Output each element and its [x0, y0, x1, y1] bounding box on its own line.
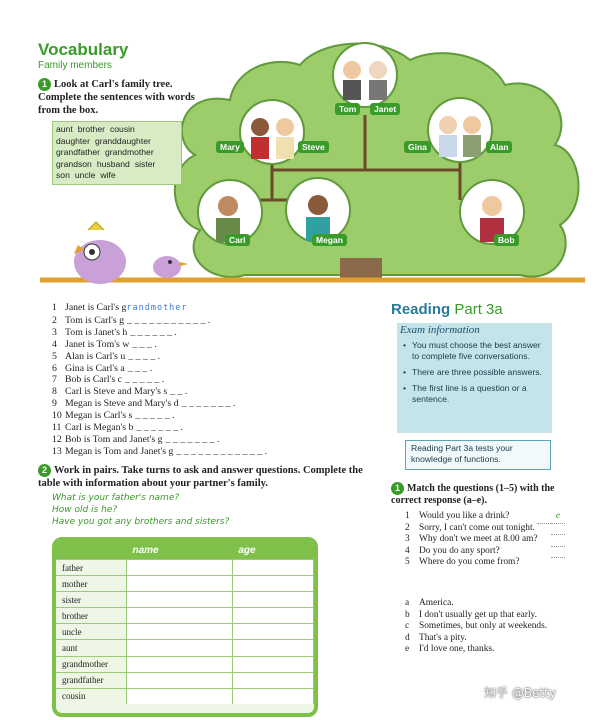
sentence-blank[interactable]: _ _ _ . — [132, 338, 157, 350]
match-instruction-text: Match the questions (1–5) with the correct response (a–e). — [391, 482, 555, 507]
name-cell[interactable] — [127, 688, 233, 704]
name-tag-bob: Bob — [494, 234, 519, 246]
table-row-label: brother — [56, 608, 127, 624]
question-number: 3 — [405, 534, 410, 545]
sentence-row — [52, 446, 382, 458]
word-box-item: grandmother — [104, 147, 154, 158]
word-box-item: sister — [134, 158, 156, 169]
table-row — [56, 672, 314, 688]
response-text: America. — [419, 598, 454, 608]
age-cell[interactable] — [232, 656, 313, 672]
name-tag-megan: Megan — [312, 234, 347, 246]
sentence-row — [52, 363, 382, 375]
sentence-answer[interactable]: randmother — [126, 303, 188, 313]
response-text: That's a pity. — [419, 632, 467, 643]
question-text: Why don't we meet at 8.00 am? — [419, 534, 538, 545]
sentence-text: Megan is Carl's s — [65, 410, 133, 422]
exam-info-point: • The first line is a question or a sentence. — [412, 383, 548, 405]
word-box — [52, 121, 182, 185]
table-row-label: grandmother — [56, 656, 127, 672]
family-info-table-frame — [52, 537, 318, 717]
sentence-blank[interactable]: _ _ _ . — [127, 362, 153, 374]
sentence-number: 7 — [52, 374, 57, 386]
sentence-number: 13 — [52, 445, 62, 457]
question-number: 5 — [405, 557, 410, 568]
response-text: I'd love one, thanks. — [419, 644, 495, 655]
table-row — [56, 656, 314, 672]
name-tag-carl: Carl — [225, 234, 250, 246]
question-answer-slot[interactable]: e — [551, 511, 565, 524]
response-text: Sometimes, but only at weekends. — [419, 621, 548, 632]
question-item — [405, 511, 565, 523]
question-item — [405, 557, 565, 569]
table-row — [56, 640, 314, 656]
exercise-number-badge: 1 — [38, 78, 51, 91]
table-row — [56, 560, 314, 576]
sentence-text: Alan is Carl's u — [65, 350, 126, 362]
question-text: Do you do any sport? — [419, 545, 500, 556]
table-header-name: name — [127, 541, 233, 560]
table-row — [56, 608, 314, 624]
sentence-number: 11 — [52, 422, 62, 434]
question-answer-slot[interactable] — [551, 534, 565, 535]
sentence-text: Bob is Carl's c — [65, 374, 123, 386]
sentence-number: 1 — [52, 302, 57, 313]
exam-info-point: • There are three possible answers. — [412, 367, 548, 378]
sentence-row — [52, 434, 382, 446]
table-header-age: age — [232, 541, 313, 560]
sentence-blank[interactable]: _ _ _ _ _ . — [125, 374, 165, 386]
sentence-number: 12 — [52, 433, 62, 445]
bird-illustration-large — [74, 222, 126, 284]
sentence-text: Carl is Steve and Mary's s — [65, 386, 168, 398]
question-text: Sorry, I can't come out tonight. — [419, 522, 535, 533]
table-row — [56, 592, 314, 608]
word-box-item: husband — [96, 158, 130, 169]
response-list — [405, 598, 565, 656]
name-tag-tom: Tom — [335, 103, 360, 115]
match-instruction — [391, 482, 561, 508]
exam-info-list — [412, 340, 548, 410]
sentence-number: 5 — [52, 350, 57, 362]
word-box-item: brother — [77, 124, 105, 134]
sentence-text: Janet is Carl's g — [65, 302, 127, 313]
sentence-text: Carl is Megan's b — [65, 422, 134, 434]
sentence-blank[interactable]: _ _ _ _ _ . — [135, 410, 175, 422]
sentence-row — [52, 327, 382, 339]
question-item — [405, 546, 565, 558]
sentence-text: Gina is Carl's a — [65, 362, 125, 374]
table-row-label: uncle — [56, 624, 127, 640]
table-row — [56, 576, 314, 592]
table-row-label: grandfather — [56, 672, 127, 688]
table-row-label: father — [56, 560, 127, 576]
name-cell[interactable] — [127, 608, 233, 624]
sentence-blank[interactable]: _ _ _ _ _ _ . — [136, 422, 183, 434]
sentence-text: Tom is Janet's h — [65, 326, 128, 338]
exercise-1-text: Look at Carl's family tree. Complete the sentences with words from the box. — [38, 79, 195, 117]
sentence-number: 3 — [52, 326, 57, 338]
sentence-row — [52, 398, 382, 410]
age-cell[interactable] — [232, 688, 313, 704]
word-box-item: son — [56, 170, 70, 181]
name-tag-janet: Janet — [370, 103, 400, 115]
sentence-text: Megan is Steve and Mary's d — [65, 398, 179, 410]
sentence-text: Tom is Carl's g — [65, 314, 125, 326]
table-row — [56, 624, 314, 640]
question-number: 4 — [405, 545, 410, 556]
family-info-table — [56, 541, 314, 704]
word-box-item: grandfather — [56, 147, 100, 158]
question-text: Would you like a drink? — [419, 511, 510, 521]
sentence-row — [52, 410, 382, 422]
sentence-blank[interactable]: _ _ _ _ _ _ _ . — [165, 433, 220, 445]
word-box-item: granddaughter — [94, 135, 151, 146]
response-item — [405, 598, 565, 610]
sentence-list — [52, 302, 382, 458]
portrait-tom-janet — [333, 43, 397, 107]
age-cell[interactable] — [232, 608, 313, 624]
reading-part: Part 3a — [454, 301, 503, 318]
word-box-item: cousin — [109, 124, 135, 134]
question-number: 1 — [405, 511, 410, 521]
age-cell[interactable] — [232, 640, 313, 656]
sentence-blank[interactable]: _ _ . — [170, 386, 188, 398]
name-cell[interactable] — [127, 576, 233, 592]
exercise-number-badge: 1 — [391, 482, 404, 495]
age-cell[interactable] — [232, 560, 313, 576]
sentence-number: 9 — [52, 398, 57, 410]
response-item — [405, 644, 565, 656]
name-cell[interactable] — [127, 560, 233, 576]
response-item — [405, 633, 565, 645]
exercise-2-instruction — [38, 464, 368, 490]
question-item — [405, 534, 565, 546]
word-box-item: wife — [100, 170, 116, 181]
sentence-row — [52, 422, 382, 434]
word-box-item: aunt — [56, 124, 73, 134]
exercise-2-text: Work in pairs. Take turns to ask and answer questions. Complete the table with information about your partner's family. — [38, 465, 363, 490]
name-tag-gina: Gina — [404, 141, 431, 153]
name-cell[interactable] — [127, 640, 233, 656]
sentence-number: 2 — [52, 314, 57, 326]
table-row-label: mother — [56, 576, 127, 592]
response-letter: b — [405, 609, 410, 620]
response-item — [405, 621, 565, 633]
exam-info-heading: Exam information — [400, 324, 480, 336]
vocabulary-subtitle: Family members — [38, 60, 112, 71]
name-tag-alan: Alan — [486, 141, 512, 153]
watermark: 知乎 @Betty — [484, 686, 556, 700]
reading-heading: Reading — [391, 301, 451, 318]
sentence-number: 4 — [52, 338, 57, 350]
name-cell[interactable] — [127, 592, 233, 608]
question-list — [405, 511, 565, 569]
response-letter: d — [405, 632, 410, 643]
sentence-blank[interactable]: _ _ _ _ _ _ . — [130, 326, 177, 338]
question-text: Where do you come from? — [419, 557, 520, 568]
table-row-label: aunt — [56, 640, 127, 656]
example-questions — [52, 492, 229, 528]
sentence-row — [52, 386, 382, 398]
portrait-gina-alan — [428, 98, 492, 162]
sentence-text: Bob is Tom and Janet's g — [65, 433, 163, 445]
sentence-row — [52, 351, 382, 363]
age-cell[interactable] — [232, 672, 313, 688]
word-box-item: uncle — [74, 170, 96, 181]
sentence-number: 10 — [52, 410, 62, 422]
word-box-item: grandson — [56, 158, 92, 169]
table-row-label: cousin — [56, 688, 127, 704]
name-cell[interactable] — [127, 624, 233, 640]
sentence-row — [52, 315, 382, 327]
table-row — [56, 688, 314, 704]
sentence-blank[interactable]: _ _ _ _ . — [128, 350, 161, 362]
example-question: What is your father's name? — [52, 493, 180, 503]
sentence-text: Megan is Tom and Janet's g — [65, 445, 174, 457]
name-cell[interactable] — [127, 656, 233, 672]
sentence-row — [52, 302, 382, 315]
sentence-number: 8 — [52, 386, 57, 398]
bird-illustration-small — [153, 256, 188, 278]
name-tag-mary: Mary — [216, 141, 244, 153]
response-letter: a — [405, 598, 410, 608]
example-question: How old is he? — [52, 505, 118, 515]
sentence-blank[interactable]: _ _ _ _ _ _ _ . — [181, 398, 236, 410]
exercise-number-badge: 2 — [38, 464, 51, 477]
name-cell[interactable] — [127, 672, 233, 688]
table-header-blank — [56, 541, 127, 560]
reading-title — [391, 301, 503, 318]
response-letter: e — [405, 644, 410, 655]
question-answer-slot[interactable] — [551, 546, 565, 547]
table-row-label: sister — [56, 592, 127, 608]
age-cell[interactable] — [232, 576, 313, 592]
sentence-row — [52, 339, 382, 351]
exam-info-point: • You must choose the best answer to complete five conversations. — [412, 340, 548, 362]
age-cell[interactable] — [232, 624, 313, 640]
sentence-text: Janet is Tom's w — [65, 338, 130, 350]
portrait-mary-steve — [240, 100, 304, 164]
age-cell[interactable] — [232, 592, 313, 608]
word-box-item: daughter — [56, 135, 90, 146]
response-text: I don't usually get up that early. — [419, 609, 537, 620]
question-item — [405, 523, 565, 535]
tests-info-box: Reading Part 3a tests your knowledge of functions. — [405, 440, 551, 470]
vocabulary-title: Vocabulary — [38, 40, 129, 59]
question-number: 2 — [405, 522, 410, 533]
sentence-blank[interactable]: _ _ _ _ _ _ _ _ _ _ _ . — [127, 314, 211, 326]
sentence-number: 6 — [52, 362, 57, 374]
response-item — [405, 610, 565, 622]
response-letter: c — [405, 621, 410, 632]
example-question: Have you got any brothers and sisters? — [52, 517, 230, 527]
question-answer-slot[interactable] — [551, 557, 565, 558]
name-tag-steve: Steve — [298, 141, 329, 153]
sentence-row — [52, 374, 382, 386]
question-answer-slot[interactable] — [537, 523, 551, 524]
sentence-blank[interactable]: _ _ _ _ _ _ _ _ _ _ _ _ . — [176, 445, 268, 457]
